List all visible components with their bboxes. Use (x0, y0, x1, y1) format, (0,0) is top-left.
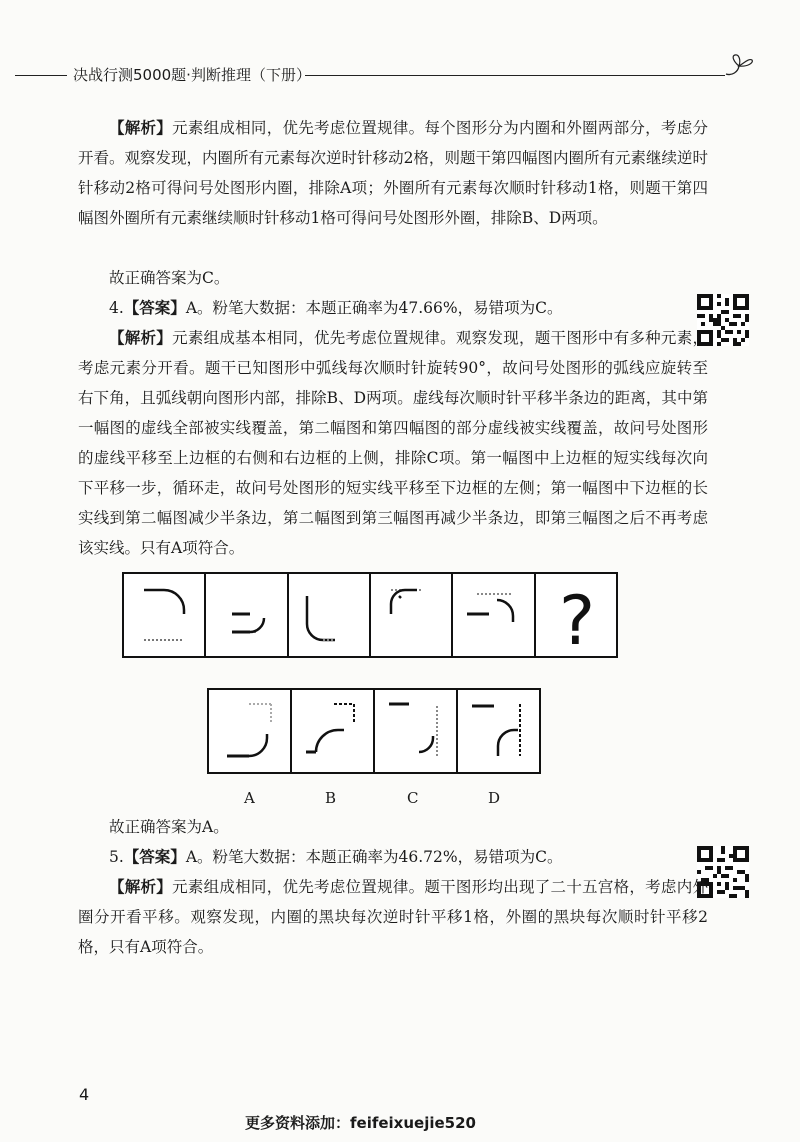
option-figure-c[interactable] (375, 690, 458, 772)
header-rule-left (15, 75, 67, 76)
analysis-q5 (78, 872, 708, 962)
option-figure-d[interactable] (458, 690, 539, 772)
analysis-tag: 【解析】 (109, 119, 173, 137)
answer-conclusion-q3: 故正确答案为C。 (109, 269, 230, 287)
question-mark: ? (558, 582, 595, 656)
page-number: 4 (79, 1085, 90, 1104)
option-label-d: D (488, 789, 501, 807)
analysis-text: 元素组成相同，优先考虑位置规律。题干图形均出现了二十五宫格，考虑内外圈分开看平移。观察发现，内圈的黑块每次逆时针平移1格，外圈的黑块每次顺时针平移2格，只有A项符合。 (78, 878, 708, 956)
analysis-q3 (78, 113, 708, 233)
analysis-text: 元素组成基本相同，优先考虑位置规律。观察发现，题干图形中有多种元素，考虑元素分开看。题干已知图形中弧线每次顺时针旋转90°，故问号处图形的弧线应旋转至右下角，且弧线朝向图形内部，排除B、D两项。虚线每次顺时针平移半条边的距离，其中第一幅图的虚线全部被实线覆盖，第二幅图和第四幅图的部分虚线被实线覆盖，故问号处图形的虚线平移至上边框的右侧和右边框的上侧，排除C项。第一幅图中上边框的短实线每次向下平移一步，循环走，故问号处图形的短实线平移至下边框的左侧；第一幅图中下边框的长实线到第二幅图减少半条边，第二幅图到第三幅图再减少半条边，即第三幅图之后不再考虑该实线。只有A项符合。 (78, 329, 708, 557)
analysis-q4 (78, 323, 708, 563)
answer-conclusion-q4: 故正确答案为A。 (109, 818, 229, 836)
question-figure-4 (371, 574, 453, 656)
answer-q4 (78, 293, 708, 323)
analysis-tag: 【解析】 (109, 329, 173, 347)
answer-q5 (78, 842, 708, 872)
answer-tag: 【答案】 (123, 848, 186, 866)
option-figure-a[interactable] (209, 690, 292, 772)
answer-text: A。粉笔大数据：本题正确率为46.72%，易错项为C。 (185, 848, 563, 866)
analysis-tag: 【解析】 (109, 878, 173, 896)
analysis-text: 元素组成相同，优先考虑位置规律。每个图形分为内圈和外圈两部分，考虑分开看。观察发现，内圈所有元素每次逆时针移动2格，则题干第四幅图内圈所有元素继续逆时针移动2格可得问号处图形内圈，排除A项；外圈所有元素每次顺时针移动1格，则题干第四幅图外圈所有元素继续顺时针移动1格可得问号处图形外圈，排除B、D两项。 (78, 119, 708, 227)
option-figure-b[interactable] (292, 690, 375, 772)
footer-contact: 更多资料添加：feifeixuejie520 (245, 1114, 476, 1132)
header-rule-right (305, 75, 725, 76)
option-label-a: A (244, 789, 255, 807)
running-header (0, 60, 800, 90)
option-label-b: B (325, 789, 337, 807)
sprout-icon (722, 52, 756, 82)
question-figure-row (122, 572, 618, 658)
header-title: 决战行测5000题·判断推理（下册） (73, 66, 311, 84)
question-figure-1 (124, 574, 206, 656)
question-figure-5 (453, 574, 535, 656)
question-figure-unknown (536, 574, 616, 656)
option-figure-row (207, 688, 541, 774)
question-number: 5. (109, 848, 124, 866)
question-figure-3 (289, 574, 371, 656)
question-number: 4. (109, 299, 124, 317)
option-label-c: C (407, 789, 419, 807)
question-figure-2 (206, 574, 288, 656)
answer-tag: 【答案】 (123, 299, 186, 317)
answer-text: A。粉笔大数据：本题正确率为47.66%，易错项为C。 (185, 299, 563, 317)
